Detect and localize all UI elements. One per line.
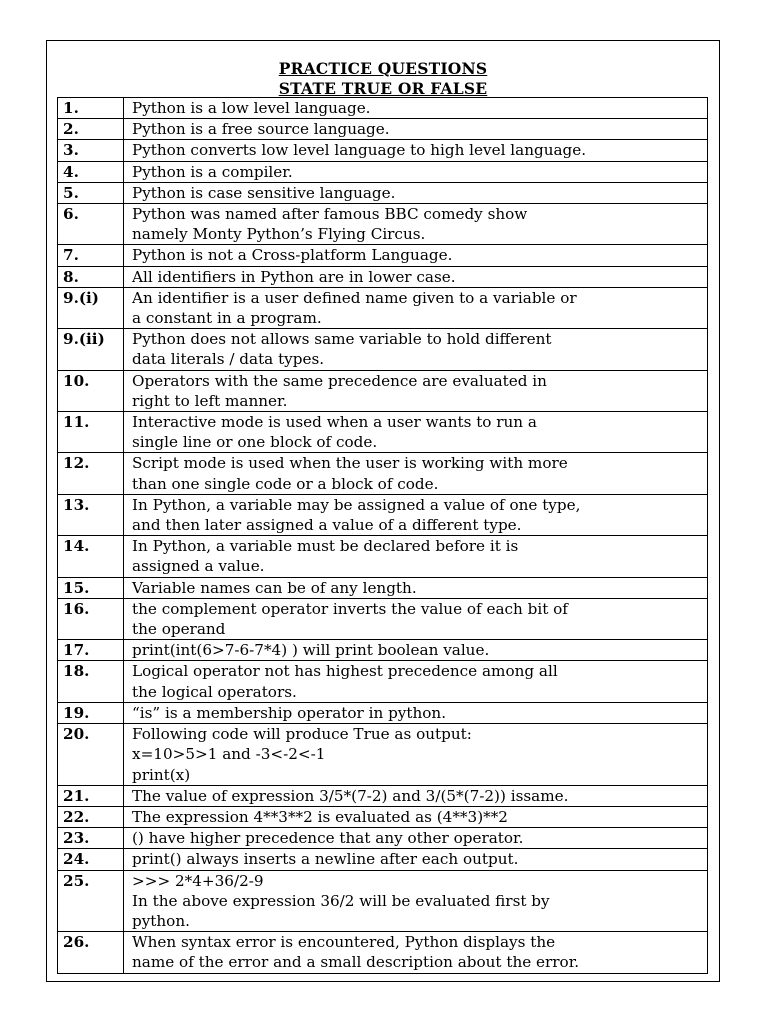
page-frame bbox=[46, 40, 720, 982]
question-row bbox=[58, 98, 708, 119]
question-number: 11. bbox=[58, 412, 124, 453]
question-text-line: In Python, a variable must be declared before it is bbox=[132, 537, 519, 556]
question-text-line: The expression 4**3**2 is evaluated as (4**3)**2 bbox=[132, 807, 508, 826]
question-text bbox=[124, 119, 708, 140]
question-number: 24. bbox=[58, 849, 124, 870]
question-text bbox=[124, 598, 708, 639]
question-text-line: >>> 2*4+36/2-9 bbox=[132, 871, 264, 890]
question-text-line: python. bbox=[132, 911, 190, 930]
question-text bbox=[124, 453, 708, 494]
question-text-line: than one single code or a block of code. bbox=[132, 474, 439, 493]
question-row bbox=[58, 161, 708, 182]
question-row bbox=[58, 536, 708, 577]
question-text-line: single line or one block of code. bbox=[132, 433, 378, 452]
question-text-line: Script mode is used when the user is working with more bbox=[132, 454, 568, 473]
question-text-line: namely Monty Python’s Flying Circus. bbox=[132, 225, 426, 244]
question-number: 15. bbox=[58, 577, 124, 598]
question-row bbox=[58, 640, 708, 661]
question-text-line: An identifier is a user defined name given to a variable or bbox=[132, 288, 577, 307]
question-row bbox=[58, 932, 708, 973]
question-text bbox=[124, 161, 708, 182]
question-text-line: All identifiers in Python are in lower case. bbox=[132, 267, 456, 286]
question-text-line: a constant in a program. bbox=[132, 309, 322, 328]
question-row bbox=[58, 661, 708, 702]
question-text bbox=[124, 828, 708, 849]
question-row bbox=[58, 849, 708, 870]
question-row bbox=[58, 370, 708, 411]
question-number: 9.(ii) bbox=[58, 329, 124, 370]
question-number: 23. bbox=[58, 828, 124, 849]
question-number: 1. bbox=[58, 98, 124, 119]
question-number: 26. bbox=[58, 932, 124, 973]
question-text-line: the operand bbox=[132, 620, 226, 639]
question-text bbox=[124, 640, 708, 661]
question-text bbox=[124, 98, 708, 119]
question-text-line: and then later assigned a value of a different type. bbox=[132, 516, 522, 535]
question-text bbox=[124, 536, 708, 577]
question-text-line: Interactive mode is used when a user wants to run a bbox=[132, 413, 537, 432]
question-number: 9.(i) bbox=[58, 287, 124, 328]
question-text-line: Variable names can be of any length. bbox=[132, 578, 417, 597]
question-number: 17. bbox=[58, 640, 124, 661]
question-row bbox=[58, 245, 708, 266]
question-text-line: Python is case sensitive language. bbox=[132, 183, 396, 202]
question-number: 8. bbox=[58, 266, 124, 287]
question-text-line: Operators with the same precedence are evaluated in bbox=[132, 371, 547, 390]
question-row bbox=[58, 724, 708, 786]
question-number: 16. bbox=[58, 598, 124, 639]
question-text-line: Python is not a Cross-platform Language. bbox=[132, 246, 453, 265]
question-row bbox=[58, 577, 708, 598]
question-text-line: Logical operator not has highest precedence among all bbox=[132, 662, 558, 681]
question-row bbox=[58, 453, 708, 494]
question-text-line: Python is a compiler. bbox=[132, 162, 293, 181]
question-text bbox=[124, 785, 708, 806]
question-row bbox=[58, 702, 708, 723]
question-text-line: Python is a low level language. bbox=[132, 99, 371, 117]
question-text bbox=[124, 702, 708, 723]
question-text bbox=[124, 494, 708, 535]
question-text-line: Python converts low level language to high level language. bbox=[132, 141, 587, 160]
question-row bbox=[58, 182, 708, 203]
question-text bbox=[124, 849, 708, 870]
question-text-line: x=10>5>1 and -3<-2<-1 bbox=[132, 745, 326, 764]
question-number: 5. bbox=[58, 182, 124, 203]
question-text-line: print(int(6>7-6-7*4) ) will print boolean value. bbox=[132, 641, 490, 660]
question-number: 18. bbox=[58, 661, 124, 702]
question-row bbox=[58, 204, 708, 245]
question-number: 7. bbox=[58, 245, 124, 266]
question-number: 14. bbox=[58, 536, 124, 577]
question-row bbox=[58, 785, 708, 806]
question-text-line: () have higher precedence that any other operator. bbox=[132, 829, 524, 848]
question-number: 12. bbox=[58, 453, 124, 494]
question-text bbox=[124, 287, 708, 328]
question-number: 19. bbox=[58, 702, 124, 723]
question-row bbox=[58, 828, 708, 849]
question-row bbox=[58, 598, 708, 639]
question-text bbox=[124, 932, 708, 973]
question-row bbox=[58, 806, 708, 827]
question-row bbox=[58, 287, 708, 328]
question-row bbox=[58, 266, 708, 287]
question-row bbox=[58, 870, 708, 932]
question-row bbox=[58, 119, 708, 140]
question-text bbox=[124, 577, 708, 598]
question-text bbox=[124, 266, 708, 287]
question-text bbox=[124, 806, 708, 827]
question-text-line: print(x) bbox=[132, 765, 191, 784]
question-text bbox=[124, 329, 708, 370]
question-number: 25. bbox=[58, 870, 124, 932]
question-text-line: assigned a value. bbox=[132, 557, 265, 576]
question-number: 4. bbox=[58, 161, 124, 182]
question-row bbox=[58, 140, 708, 161]
question-number: 20. bbox=[58, 724, 124, 786]
question-text-line: In the above expression 36/2 will be evaluated first by bbox=[132, 891, 550, 910]
question-text bbox=[124, 870, 708, 932]
question-text bbox=[124, 182, 708, 203]
question-number: 10. bbox=[58, 370, 124, 411]
question-text-line: Python does not allows same variable to hold different bbox=[132, 330, 552, 349]
question-text-line: the logical operators. bbox=[132, 682, 297, 701]
question-text-line: In Python, a variable may be assigned a value of one type, bbox=[132, 495, 581, 514]
question-text bbox=[124, 140, 708, 161]
question-text-line: When syntax error is encountered, Python displays the bbox=[132, 933, 556, 952]
question-text-line: the complement operator inverts the value of each bit of bbox=[132, 599, 568, 618]
question-text-line: Following code will produce True as output: bbox=[132, 725, 472, 744]
question-text bbox=[124, 724, 708, 786]
question-text-line: Python is a free source language. bbox=[132, 120, 390, 139]
questions-table bbox=[57, 97, 708, 974]
question-row bbox=[58, 329, 708, 370]
question-number: 22. bbox=[58, 806, 124, 827]
question-text-line: print() always inserts a newline after each output. bbox=[132, 850, 519, 869]
page-title: PRACTICE QUESTIONS bbox=[278, 59, 488, 78]
question-text bbox=[124, 204, 708, 245]
question-text bbox=[124, 412, 708, 453]
question-text-line: data literals / data types. bbox=[132, 350, 325, 369]
question-text-line: right to left manner. bbox=[132, 391, 288, 410]
question-text-line: “is” is a membership operator in python. bbox=[132, 703, 447, 722]
question-row bbox=[58, 494, 708, 535]
question-text bbox=[124, 245, 708, 266]
page-subtitle: STATE TRUE OR FALSE bbox=[278, 79, 488, 98]
question-number: 2. bbox=[58, 119, 124, 140]
question-number: 3. bbox=[58, 140, 124, 161]
question-row bbox=[58, 412, 708, 453]
question-number: 13. bbox=[58, 494, 124, 535]
question-text-line: name of the error and a small description about the error. bbox=[132, 953, 580, 972]
question-text-line: The value of expression 3/5*(7-2) and 3/(5*(7-2)) issame. bbox=[132, 786, 569, 805]
question-text bbox=[124, 370, 708, 411]
question-text bbox=[124, 661, 708, 702]
question-text-line: Python was named after famous BBC comedy show bbox=[132, 205, 528, 224]
question-number: 21. bbox=[58, 785, 124, 806]
question-number: 6. bbox=[58, 204, 124, 245]
